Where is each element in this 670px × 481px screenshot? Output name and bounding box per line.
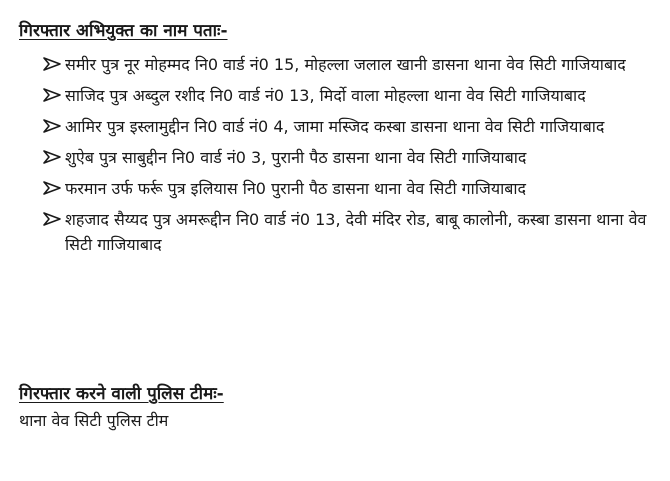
list-item [43,145,653,170]
list-item [43,176,653,201]
arrow-bullet-icon [43,145,63,164]
arrow-bullet-icon [43,83,63,102]
accused-entry-text: साजिद पुत्र अब्दुल रशीद नि0 वार्ड नं0 13, मिर्दो वाला मोहल्ला थाना वेव सिटी गाजियाबाद [65,86,586,105]
list-item [43,207,653,257]
list-item [43,83,653,108]
arrow-bullet-icon [43,52,63,71]
accused-entry-text: शुऐब पुत्र साबुद्दीन नि0 वार्ड नं0 3, पुरानी पैठ डासना थाना वेव सिटी गाजियाबाद [65,148,527,167]
arrow-bullet-icon [43,207,63,226]
list-item [43,114,653,139]
accused-heading: गिरफ्तार अभियुक्त का नाम पताः- [19,21,228,41]
accused-list [43,52,653,263]
accused-entry-text: फरमान उर्फ फर्रू पुत्र इलियास नि0 पुरानी पैठ डासना थाना वेव सिटी गाजियाबाद [65,179,527,198]
accused-entry-text: समीर पुत्र नूर मोहम्मद नि0 वार्ड नं0 15, मोहल्ला जलाल खानी डासना थाना वेव सिटी गाजियाबाद [65,55,626,74]
list-item [43,52,653,77]
police-team-heading: गिरफ्तार करने वाली पुलिस टीमः- [19,384,224,404]
police-team-text: थाना वेव सिटी पुलिस टीम [19,411,169,430]
accused-entry-text: आमिर पुत्र इस्लामुद्दीन नि0 वार्ड नं0 4, जामा मस्जिद कस्बा डासना थाना वेव सिटी गाजियाबाद [65,117,605,136]
arrow-bullet-icon [43,176,63,195]
arrow-bullet-icon [43,114,63,133]
accused-entry-text: शहजाद सैय्यद पुत्र अमरूद्दीन नि0 वार्ड नं0 13, देवी मंदिर रोड, बाबू कालोनी, कस्बा डासना थाना वेव सिटी गाजियाबाद [65,210,647,254]
